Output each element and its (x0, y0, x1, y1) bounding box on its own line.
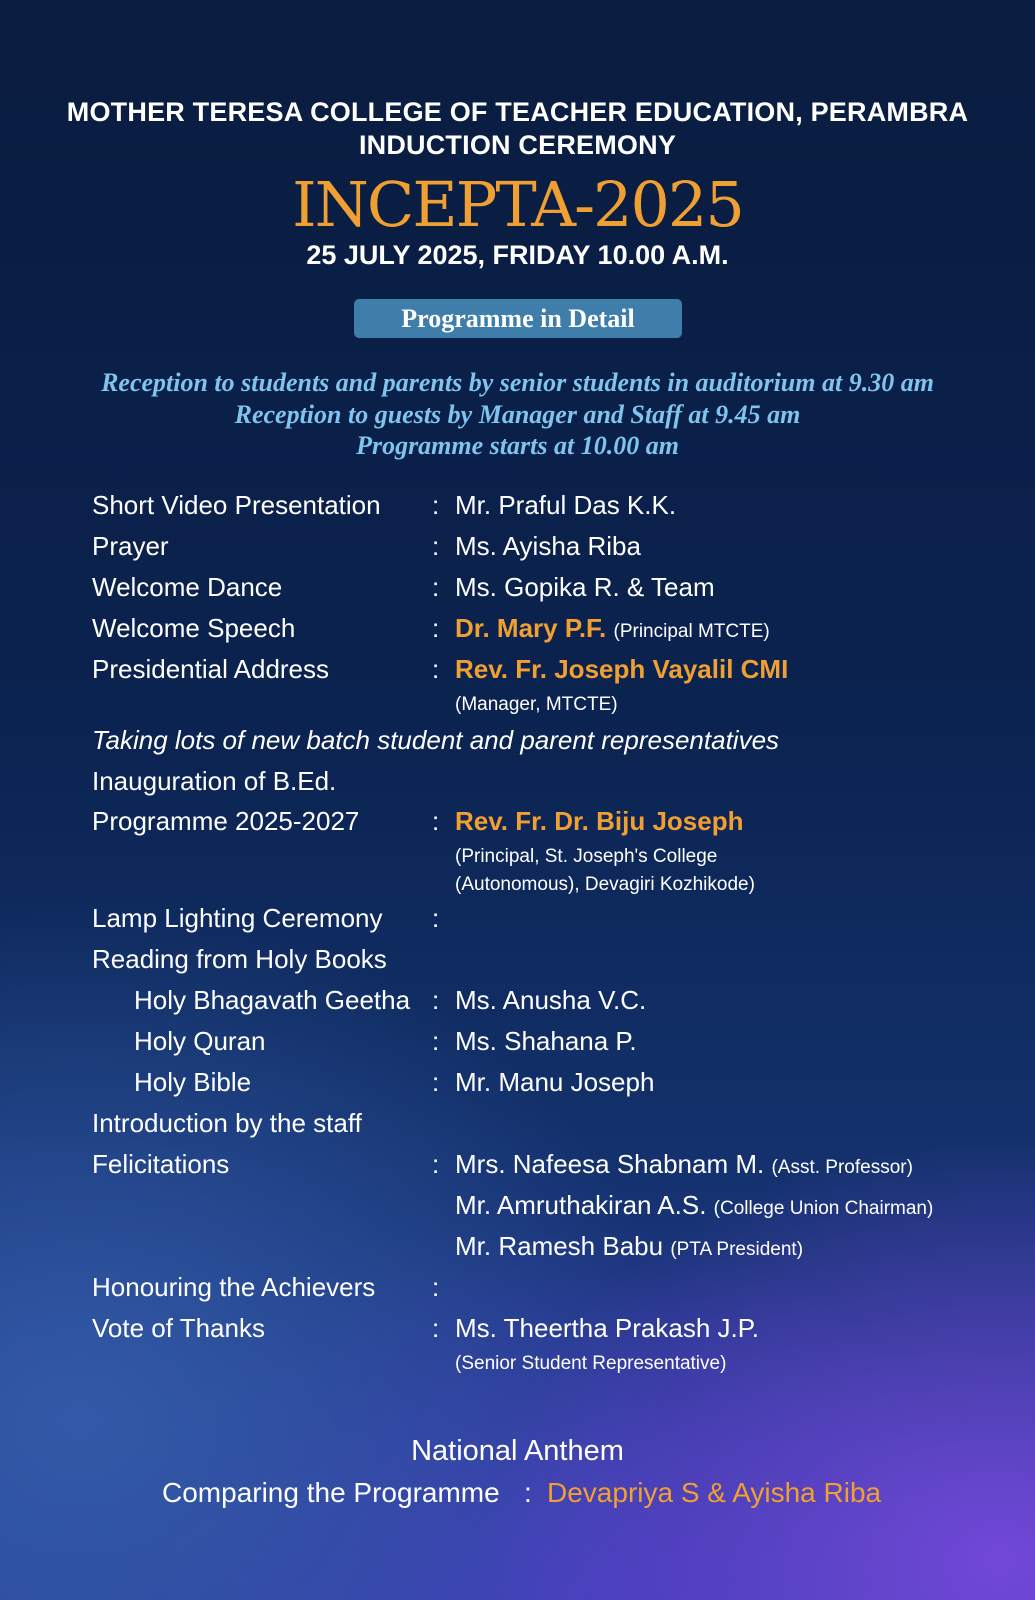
reception-notes (0, 367, 1035, 462)
colon: : (432, 903, 440, 933)
item-label-bible: Holy Bible (134, 1067, 252, 1097)
item-name-geetha: Ms. Anusha V.C. (455, 985, 647, 1015)
item-label-prayer: Prayer (92, 531, 169, 561)
college-name: MOTHER TERESA COLLEGE OF TEACHER EDUCATION, PERAMBRA (66, 97, 969, 127)
item-role-welcome: (Principal MTCTE) (613, 621, 770, 642)
reception-line-1: Reception to students and parents by senior students in auditorium at 9.30 am (101, 368, 934, 397)
item-label-honouring: Honouring the Achievers (92, 1272, 376, 1302)
compere-names: Devapriya S & Ayisha Riba (547, 1477, 882, 1508)
colon: : (432, 531, 440, 561)
item-label-lamp: Lamp Lighting Ceremony (92, 903, 383, 933)
felicitation-name-1: Mrs. Nafeesa Shabnam M. (455, 1149, 765, 1179)
colon: : (432, 1272, 440, 1302)
item-role-presidential: (Manager, MTCTE) (455, 694, 618, 715)
colon: : (432, 1149, 440, 1179)
item-name-quran: Ms. Shahana P. (455, 1026, 637, 1056)
reception-line-2: Reception to guests by Manager and Staff at 9.45 am (234, 399, 801, 429)
compere-label: Comparing the Programme (162, 1477, 500, 1508)
felicitation-role-2: (College Union Chairman) (713, 1198, 934, 1219)
item-label-presidential: Presidential Address (92, 654, 330, 684)
item-name-prayer: Ms. Ayisha Riba (455, 531, 641, 561)
colon: : (432, 572, 440, 602)
item-name-video: Mr. Praful Das K.K. (455, 490, 677, 520)
colon: : (432, 613, 440, 643)
item-name-inauguration: Rev. Fr. Dr. Biju Joseph (455, 806, 744, 836)
ceremony-title: INDUCTION CEREMONY (358, 130, 677, 160)
item-label-quran: Holy Quran (134, 1026, 266, 1056)
colon: : (432, 985, 440, 1015)
colon: : (432, 654, 440, 684)
reception-line-3: Programme starts at 10.00 am (356, 431, 679, 460)
item-label-video: Short Video Presentation (92, 490, 381, 520)
item-name-bible: Mr. Manu Joseph (455, 1067, 655, 1097)
colon: : (432, 490, 440, 520)
felicitation-role-1: (Asst. Professor) (771, 1157, 913, 1178)
colon: : (432, 806, 440, 836)
item-label-staff: Introduction by the staff (92, 1108, 362, 1138)
item-role-inauguration-2: (Autonomous), Devagiri Kozhikode) (455, 874, 755, 895)
item-label-dance: Welcome Dance (92, 572, 283, 602)
item-label-reading: Reading from Holy Books (92, 944, 387, 974)
felicitation-name-3: Mr. Ramesh Babu (455, 1231, 664, 1261)
item-label-thanks: Vote of Thanks (92, 1313, 265, 1343)
item-label-geetha: Holy Bhagavath Geetha (134, 985, 411, 1015)
item-label-felicitations: Felicitations (92, 1149, 230, 1179)
colon: : (432, 1026, 440, 1056)
item-oath: Taking lots of new batch student and parent representatives (92, 725, 780, 755)
colon: : (432, 1067, 440, 1097)
item-name-presidential: Rev. Fr. Joseph Vayalil CMI (455, 654, 789, 684)
college-heading (0, 96, 1035, 162)
event-title: INCEPTA-2025 (292, 168, 743, 241)
item-label-inauguration-2: Programme 2025-2027 (92, 806, 360, 836)
item-role-inauguration-1: (Principal, St. Joseph's College (455, 846, 718, 867)
event-date: 25 JULY 2025, FRIDAY 10.00 A.M. (306, 240, 729, 270)
item-name-welcome: Dr. Mary P.F. (455, 613, 607, 643)
felicitation-role-3: (PTA President) (670, 1239, 804, 1260)
item-label-welcome: Welcome Speech (92, 613, 296, 643)
item-role-thanks: (Senior Student Representative) (455, 1353, 727, 1374)
national-anthem: National Anthem (411, 1435, 624, 1467)
colon: : (524, 1477, 532, 1508)
colon: : (432, 1313, 440, 1343)
item-name-dance: Ms. Gopika R. & Team (455, 572, 715, 602)
item-name-thanks: Ms. Theertha Prakash J.P. (455, 1313, 759, 1343)
programme-banner: Programme in Detail (354, 299, 682, 338)
felicitation-name-2: Mr. Amruthakiran A.S. (455, 1190, 707, 1220)
item-label-inauguration-1: Inauguration of B.Ed. (92, 766, 337, 796)
